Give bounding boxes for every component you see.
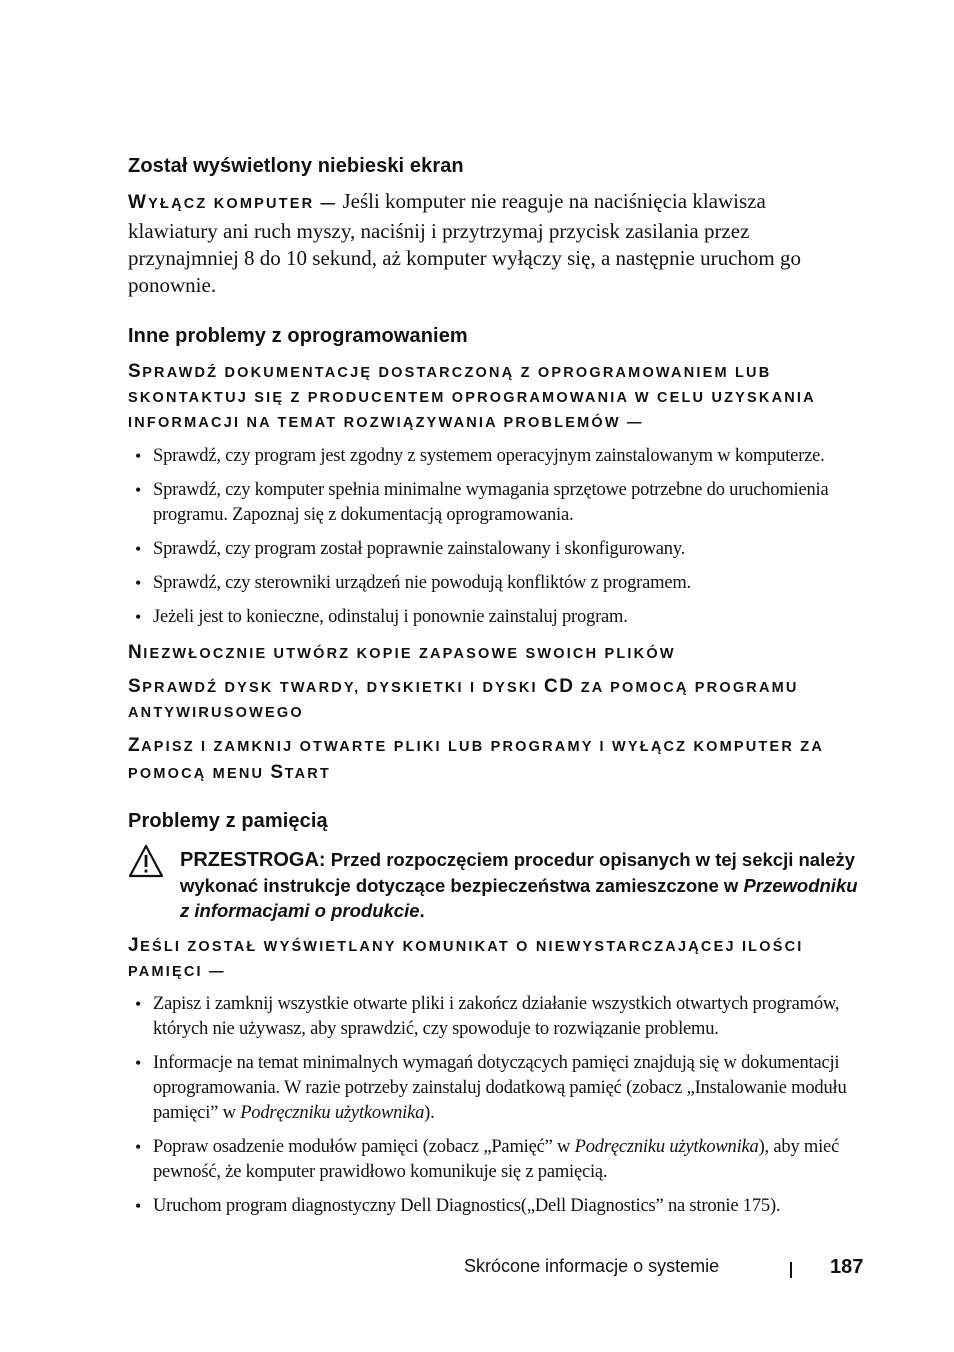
lead-antivirus-scan: SPRAWDŹ DYSK TWARDY, DYSKIETKI I DYSKI CD ZA POMOCĄ PROGRAMU ANTYWIRUSOWEGO xyxy=(128,676,799,721)
blue-screen-paragraph xyxy=(128,188,856,299)
blue-screen-body: Jeśli komputer nie reaguje na naciśnięcia klawisza klawiatury ani ruch myszy, naciśnij i przytrzymaj przycisk zasilania przez przynajmniej 8 do 10 sekund, aż komputer wyłączy się, a następnie uruchom go ponownie. xyxy=(128,189,801,297)
list-item: • Sprawdź, czy program jest zgodny z systemem operacyjnym zainstalowanym w komputerze. xyxy=(135,446,825,466)
list-item: • Jeżeli jest to konieczne, odinstaluj i ponownie zainstaluj program. xyxy=(135,607,628,627)
lead-check-documentation: SPRAWDŹ DOKUMENTACJĘ DOSTARCZONĄ Z OPROGRAMOWANIEM LUB SKONTAKTUJ SIĘ Z PRODUCENTEM OPROGRAMOWANIA W CELU UZYSKANIA INFORMACJI NA TEMAT ROZWIĄZYWANIA PROBLEMÓW — xyxy=(128,361,816,431)
footer-separator xyxy=(790,1262,792,1278)
section-title-memory-problems: Problemy z pamięcią xyxy=(128,810,328,832)
software-checklist xyxy=(128,444,858,639)
lead-insufficient-memory: JEŚLI ZOSTAŁ WYŚWIETLANY KOMUNIKAT O NIEWYSTARCZAJĄCEJ ILOŚCI PAMIĘCI — xyxy=(128,935,804,980)
caution-label: PRZESTROGA: xyxy=(180,849,326,871)
caution-text: PRZESTROGA: Przed rozpoczęciem procedur opisanych w tej sekcji należy wykonać instrukcje dotyczące bezpieczeństwa zamieszczone w Przewodniku z informacjami o produkcie. xyxy=(180,849,858,921)
list-item: • Popraw osadzenie modułów pamięci (zobacz „Pamięć” w Podręczniku użytkownika), aby mieć pewność, że komputer prawidłowo komunikuje się z pamięcią. xyxy=(135,1137,840,1182)
list-item: • Zapisz i zamknij wszystkie otwarte pliki i zakończ działanie wszystkich otwartych programów, których nie używasz, aby sprawdzić, czy spowoduje to rozwiązanie problemu. xyxy=(135,994,840,1039)
footer-chapter-title: Skrócone informacje o systemie xyxy=(464,1256,720,1276)
page-number: 187 xyxy=(830,1256,864,1278)
list-item: • Uruchom program diagnostyczny Dell Diagnostics(„Dell Diagnostics” na stronie 175). xyxy=(135,1196,781,1216)
lead-backup-files: NIEZWŁOCZNIE UTWÓRZ KOPIE ZAPASOWE SWOICH PLIKÓW xyxy=(128,642,676,663)
list-item: • Sprawdź, czy komputer spełnia minimalne wymagania sprzętowe potrzebne do uruchomienia programu. Zapoznaj się z dokumentacją oprogramowania. xyxy=(135,480,829,525)
section-title-blue-screen: Został wyświetlony niebieski ekran xyxy=(128,155,464,177)
section-title-other-software: Inne problemy z oprogramowaniem xyxy=(128,325,468,347)
page-footer xyxy=(464,1256,864,1277)
memory-checklist xyxy=(128,992,858,1228)
warning-triangle-icon xyxy=(128,844,164,878)
list-item: • Informacje na temat minimalnych wymagań dotyczących pamięci znajdują się w dokumentacji oprogramowania. W razie potrzeby zainstaluj dodatkową pamięć (zobacz „Instalowanie modułu pamięci” w Podręczniku użytkownika). xyxy=(135,1053,847,1123)
lead-turn-off-computer: WYŁĄCZ KOMPUTER — xyxy=(128,192,338,213)
list-item: • Sprawdź, czy program został poprawnie zainstalowany i skonfigurowany. xyxy=(135,539,686,559)
list-item: • Sprawdź, czy sterowniki urządzeń nie powodują konfliktów z programem. xyxy=(135,573,691,593)
lead-save-close-files: ZAPISZ I ZAMKNIJ OTWARTE PLIKI LUB PROGRAMY I WYŁĄCZ KOMPUTER ZA POMOCĄ MENU START xyxy=(128,735,824,783)
